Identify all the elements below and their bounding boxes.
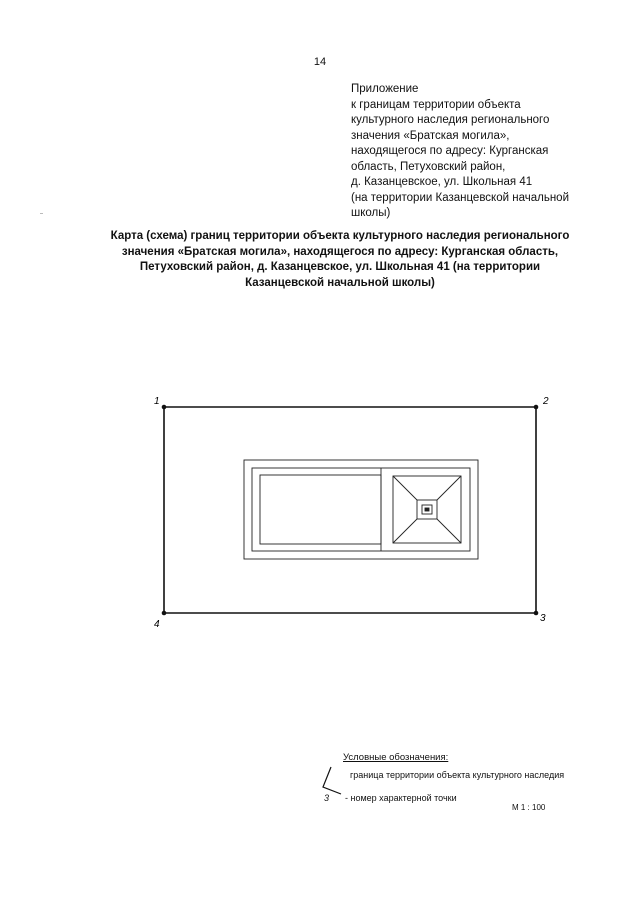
appendix-line: (на территории Казанцевской начальной xyxy=(351,191,569,204)
point-label-4: 4 xyxy=(154,619,160,630)
appendix-line: Приложение xyxy=(351,83,419,95)
point-label-3: 3 xyxy=(540,613,546,624)
boundary-point-1 xyxy=(162,405,167,410)
legend-boundary-text: граница территории объекта культурного наследия xyxy=(350,770,565,780)
point-label-2: 2 xyxy=(543,396,549,407)
appendix-line: к границам территории объекта xyxy=(351,98,521,111)
map-title-line: значения «Братская могила», находящегося по адресу: Курганская область, xyxy=(121,245,559,258)
monument-edge xyxy=(393,519,417,543)
appendix-line: д. Казанцевское, ул. Школьная 41 xyxy=(351,176,533,188)
monument-edge xyxy=(437,519,461,543)
map-title-line: Карта (схема) границ территории объекта культурного наследия регионального xyxy=(110,230,570,242)
legend-title: Условные обозначения: xyxy=(343,752,449,763)
monument-edge xyxy=(393,476,417,500)
map-title-line: Казанцевской начальной школы) xyxy=(245,276,435,289)
monument-edge xyxy=(437,476,461,500)
memorial-structure xyxy=(244,460,478,559)
appendix-line: значения «Братская могила», xyxy=(351,129,510,142)
legend-point-number: 3 xyxy=(324,793,330,803)
page-number: 14 xyxy=(313,56,327,68)
legend-point-text: - номер характерной точки xyxy=(345,793,457,803)
appendix-line: область, Петуховский район, xyxy=(351,160,506,173)
appendix-line: культурного наследия регионального xyxy=(351,114,550,126)
point-label-1: 1 xyxy=(154,396,160,407)
appendix-line: находящегося по адресу: Курганская xyxy=(351,145,549,157)
legend-boundary-symbol xyxy=(323,767,341,794)
map-title-line: Петуховский район, д. Казанцевское, ул. Школьная 41 (на территории xyxy=(139,261,541,273)
monument-center xyxy=(425,508,429,511)
boundary-point-2 xyxy=(534,405,539,410)
appendix-line: школы) xyxy=(351,207,391,219)
boundary-polygon xyxy=(164,407,536,613)
boundary-point-4 xyxy=(162,611,167,616)
platform-area xyxy=(260,475,381,544)
map-scale: М 1 : 100 xyxy=(512,803,546,812)
boundary-point-3 xyxy=(534,611,539,616)
